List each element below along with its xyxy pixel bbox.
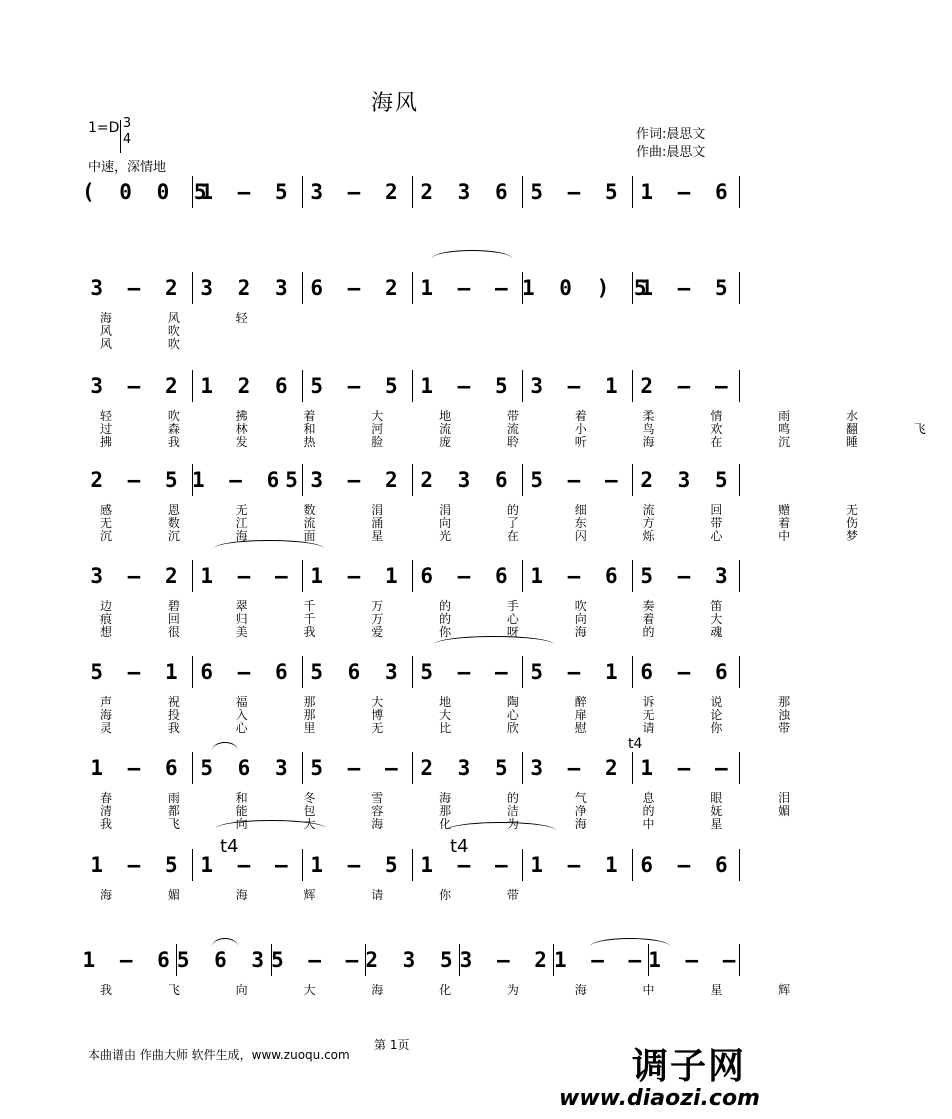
measure: 1 0 ) 5 (522, 276, 653, 300)
lyricist: 作词:晨思文 (636, 127, 706, 142)
barline (302, 560, 303, 592)
lyric-line: 海 风 轻 (100, 311, 274, 325)
score-row (82, 366, 742, 406)
barline (412, 464, 413, 496)
measure: 3 – 2 (90, 564, 184, 588)
measure: 5 6 3 (310, 660, 404, 684)
measure: 2 3 6 (420, 468, 514, 492)
lyric-line: 海 投 入 那 博 大 心 扉 无 论 浊 (100, 708, 817, 722)
watermark-url: www.diaozi.com (559, 1086, 760, 1111)
barline (302, 176, 303, 208)
barline (553, 944, 554, 976)
measure: 1 2 6 (200, 374, 294, 398)
barline (459, 944, 460, 976)
barline (412, 272, 413, 304)
slur (432, 250, 512, 267)
barline (632, 176, 633, 208)
page-number: 第 1页 (374, 1038, 410, 1052)
measure: 6 – 6 (640, 660, 734, 684)
barline (632, 656, 633, 688)
measure: 1 – 6 (530, 564, 624, 588)
measure: 1 – 5 (420, 374, 514, 398)
measure: 1 – 65 (192, 468, 304, 492)
lyric-line: 无 数 江 流 涌 向 了 东 方 带 着 伤 (100, 516, 884, 530)
barline (739, 176, 740, 208)
lyric-line: 风 吹 (100, 324, 206, 338)
t4-mark: t4 (628, 736, 643, 752)
barline (522, 176, 523, 208)
barline (522, 272, 523, 304)
measure: ( 0 0 5 (82, 180, 213, 204)
barline (739, 944, 740, 976)
score-row (82, 460, 742, 500)
score-row (82, 268, 742, 308)
barline (412, 656, 413, 688)
measure: 6 – 6 (640, 853, 734, 877)
lyric-line: 清 都 能 包 容 那 洁 净 的 妩 媚 (100, 804, 817, 818)
score-row (82, 845, 742, 885)
barline (302, 272, 303, 304)
lyric-line: 轻 吹 拂 着 大 地 带 着 柔 情 雨 水 (100, 409, 884, 423)
barline (632, 272, 633, 304)
measure: 1 – – (420, 853, 514, 877)
measure: 1 – – (640, 756, 734, 780)
barline (632, 752, 633, 784)
measure: 5 – 5 (530, 180, 624, 204)
lyric-line: 我 飞 向 大 海 化 为 海 中 星 辉 (100, 983, 817, 997)
lyric-line: 感 恩 无 数 涓 涓 的 细 流 回 赠 无 (100, 503, 884, 517)
barline (192, 560, 193, 592)
measure: 1 – – (200, 853, 294, 877)
measure: 5 – 5 (310, 374, 404, 398)
barline (302, 849, 303, 881)
measure: 6 – 6 (200, 660, 294, 684)
measure: 3 – 2 (310, 468, 404, 492)
measure: 6 – 6 (420, 564, 514, 588)
measure: 1 – – (648, 948, 742, 972)
barline (302, 752, 303, 784)
barline (192, 849, 193, 881)
t4-mark: t4 (220, 836, 239, 857)
slur (212, 742, 238, 759)
barline (522, 752, 523, 784)
measure: 5 – – (310, 756, 404, 780)
barline (632, 560, 633, 592)
measure: 2 – – (640, 374, 734, 398)
t4-mark: t4 (450, 836, 469, 857)
score-row (82, 652, 742, 692)
barline (192, 752, 193, 784)
barline (271, 944, 272, 976)
page-title: 海风 (370, 91, 419, 116)
measure: 2 3 5 (640, 468, 734, 492)
barline (176, 944, 177, 976)
barline (739, 656, 740, 688)
measure: 5 – 3 (640, 564, 734, 588)
measure: 1 – – (553, 948, 648, 972)
measure: 5 – – (530, 468, 624, 492)
barline (632, 849, 633, 881)
slur (216, 820, 326, 837)
barline (522, 370, 523, 402)
barline (522, 656, 523, 688)
lyric-line: 春 雨 和 冬 雪 海 的 气 息 眼 泪 (100, 791, 817, 805)
lyric-line: 想 很 美 我 爱 你 呀 海 的 魂 (100, 625, 749, 639)
measure: 5 – – (271, 948, 365, 972)
barline (632, 464, 633, 496)
measure: 2 3 5 (420, 756, 514, 780)
measure: 3 – 2 (90, 276, 184, 300)
measure: 1 – 6 (90, 756, 184, 780)
measure: 1 – – (420, 276, 514, 300)
measure: 3 – 2 (90, 374, 184, 398)
measure: 5 – 1 (530, 660, 624, 684)
measure: 6 – 2 (310, 276, 404, 300)
measure: 1 – 1 (530, 853, 624, 877)
measure: 2 3 5 (365, 948, 459, 972)
lyric-line: 拂 我 发 热 脸 庞 聆 听 海 在 沉 睡 (100, 435, 884, 449)
barline (302, 656, 303, 688)
tempo-marking: 中速，深情地 (88, 160, 167, 175)
barline (192, 370, 193, 402)
barline (412, 560, 413, 592)
score-row (82, 748, 742, 788)
barline (192, 656, 193, 688)
lyric-line: 海 媚 海 辉 请 你 带 (100, 888, 545, 902)
lyric-line: 灵 我 心 里 无 比 欣 慰 请 你 带 (100, 721, 817, 735)
score-row (82, 172, 742, 212)
barline (739, 752, 740, 784)
measure: 1 – 5 (640, 276, 734, 300)
measure: 2 – 5 (90, 468, 184, 492)
watermark-logo: 调子网 (631, 1046, 746, 1087)
barline (302, 370, 303, 402)
slur (590, 938, 670, 955)
time-top: 3 (122, 116, 132, 131)
measure: 3 – 1 (530, 374, 624, 398)
lyric-line: 边 碧 翠 千 万 的 手 吹 奏 笛 (100, 599, 749, 613)
measure: 1 – 5 (200, 180, 294, 204)
barline (192, 464, 193, 496)
measure: 5 6 3 (176, 948, 271, 972)
measure: 3 2 3 (200, 276, 294, 300)
measure: 5 – 1 (90, 660, 184, 684)
barline (739, 272, 740, 304)
measure: 1 – 1 (310, 564, 404, 588)
barline (412, 849, 413, 881)
measure: 1 – 5 (90, 853, 184, 877)
score-row (82, 556, 742, 596)
barline (302, 464, 303, 496)
software-credit: 本曲谱由 作曲大师 软件生成，www.zuoqu.com (88, 1048, 350, 1062)
measure: 1 – – (200, 564, 294, 588)
lyric-line: 痕 回 归 千 万 的 心 向 着 大 (100, 612, 749, 626)
barline (739, 464, 740, 496)
barline (192, 272, 193, 304)
measure: 1 – 6 (640, 180, 734, 204)
slur (434, 636, 554, 653)
barline (192, 176, 193, 208)
lyric-line: 沉 沉 海 面 星 光 在 闪 烁 心 中 梦 (100, 529, 884, 543)
lyric-line: 声 祝 福 那 大 地 陶 醉 诉 说 那 (100, 695, 817, 709)
credits (636, 126, 705, 162)
composer: 作曲:晨思文 (636, 145, 706, 160)
measure: 2 3 6 (420, 180, 514, 204)
time-bottom: 4 (122, 132, 132, 147)
barline (412, 370, 413, 402)
measure: 1 – 5 (310, 853, 404, 877)
measure: 1 – 6 (82, 948, 176, 972)
barline (739, 560, 740, 592)
slur (212, 938, 238, 955)
barline (739, 370, 740, 402)
barline (365, 944, 366, 976)
barline (739, 849, 740, 881)
measure: 5 6 3 (200, 756, 294, 780)
key-signature: 1=D (88, 120, 120, 136)
lyric-line: 风 吹 (100, 337, 206, 351)
barline (412, 752, 413, 784)
slur (214, 540, 324, 557)
barline (412, 176, 413, 208)
lyric-line: 我 飞 向 大 海 化 为 海 中 星 (100, 817, 749, 831)
measure: 3 – 2 (530, 756, 624, 780)
barline (522, 560, 523, 592)
barline (522, 464, 523, 496)
time-signature (120, 116, 134, 148)
barline (632, 370, 633, 402)
measure: 3 – 2 (459, 948, 553, 972)
measure: 5 – – (420, 660, 514, 684)
lyric-line: 过 森 林 和 河 流 流 小 鸟 欢 鸣 翻 飞 (100, 422, 952, 436)
measure: 3 – 2 (310, 180, 404, 204)
barline (522, 849, 523, 881)
